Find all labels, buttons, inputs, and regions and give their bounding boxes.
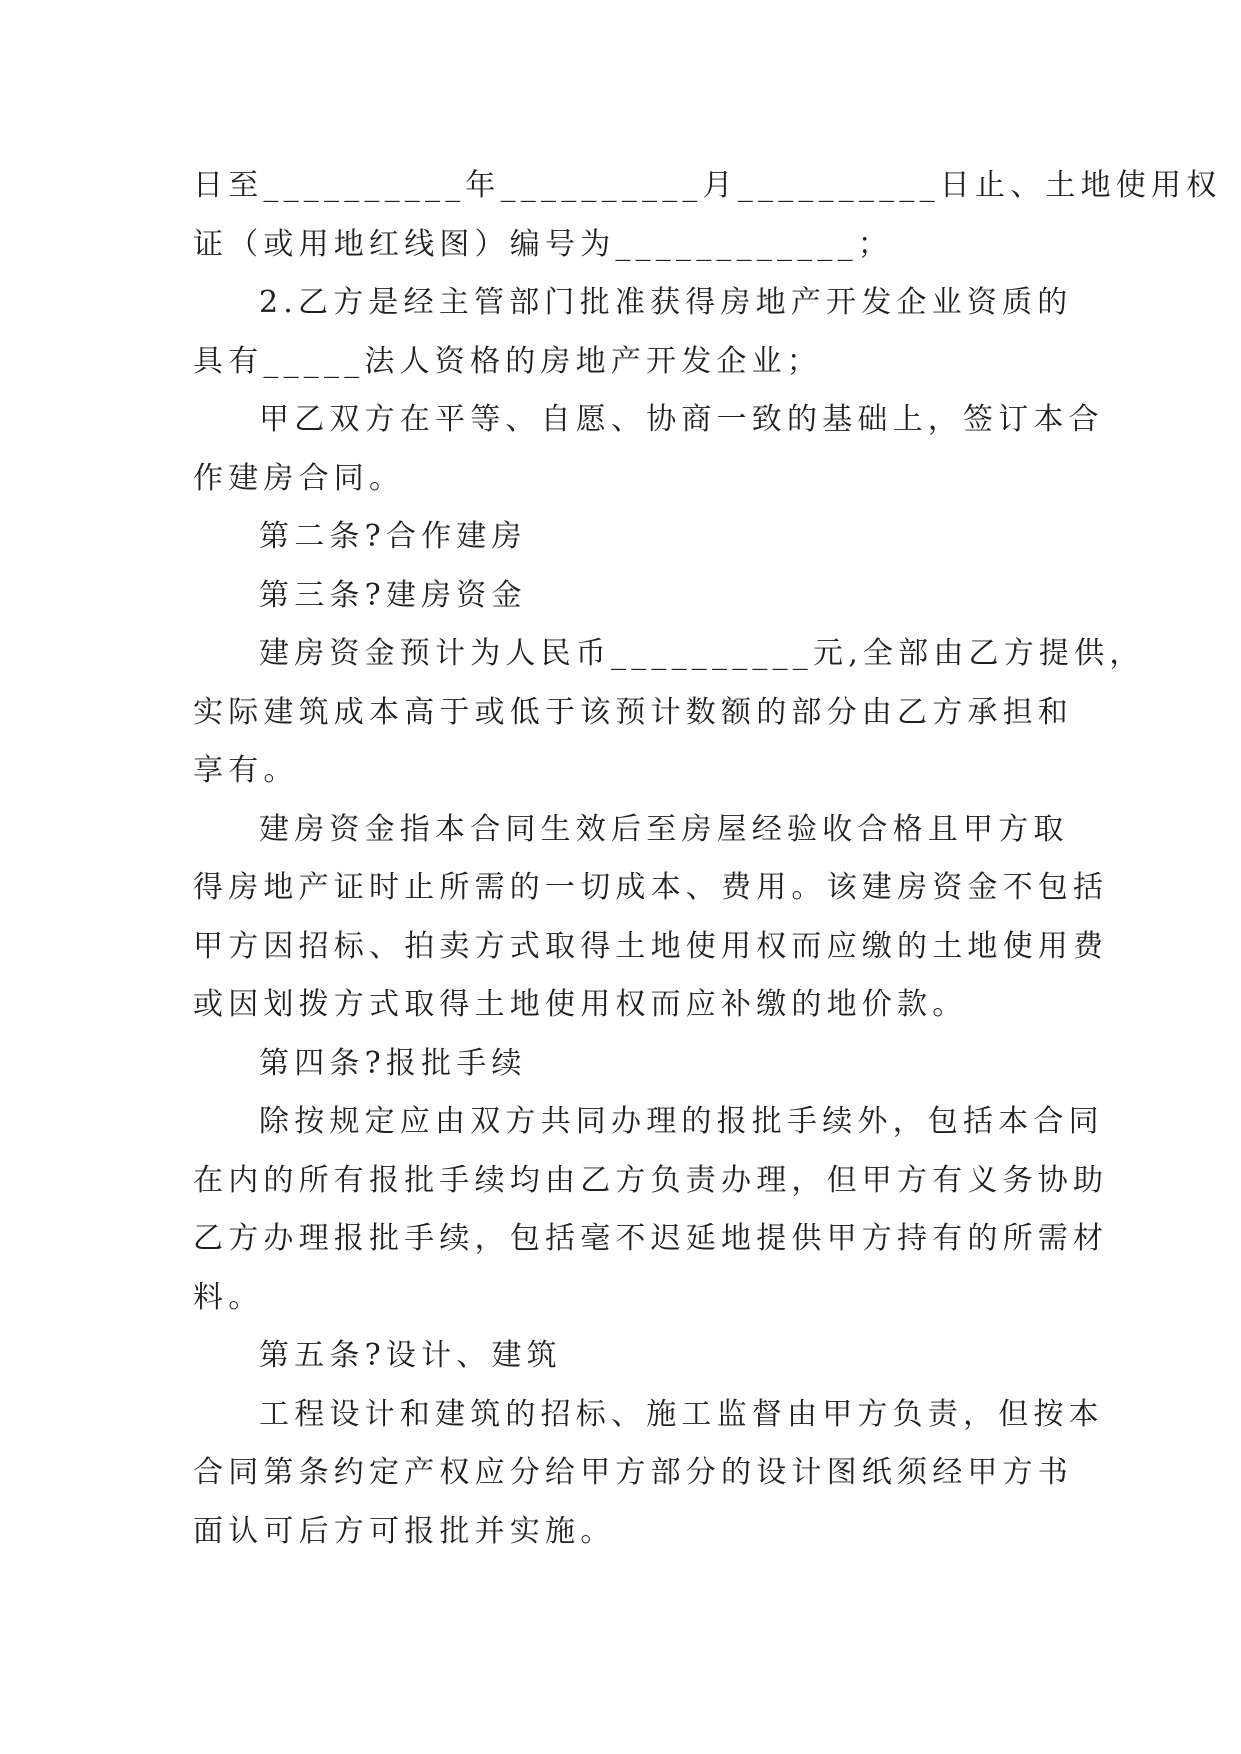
text-line: 工程设计和建筑的招标、施工监督由甲方负责，但按本: [259, 1396, 1104, 1432]
text-line: 建房资金指本合同生效后至房屋经验收合格且甲方取: [259, 811, 1069, 847]
text-line: 在内的所有报批手续均由乙方负责办理，但甲方有义务协助: [193, 1162, 1109, 1198]
text-line: 得房地产证时止所需的一切成本、费用。该建房资金不包括: [193, 870, 1109, 905]
text-line: 建房资金预计为人民币__________元,全部由乙方提供，: [259, 636, 1145, 671]
text-line: 证（或用地红线图）编号为____________；: [193, 226, 893, 262]
article-heading: 第三条?建房资金: [259, 577, 527, 613]
text-line: 或因划拨方式取得土地使用权而应补缴的地价款。: [193, 987, 968, 1022]
text-line: 具有_____法人资格的房地产开发企业；: [193, 343, 822, 379]
document-body: [193, 157, 1222, 1561]
article-heading: 第二条?合作建房: [259, 519, 527, 554]
text-line: 2.乙方是经主管部门批准获得房地产开发企业资质的: [259, 285, 1073, 320]
article-heading: 第四条?报批手续: [259, 1045, 527, 1081]
text-line: 实际建筑成本高于或低于该预计数额的部分由乙方承担和: [193, 694, 1073, 730]
text-line: 甲乙双方在平等、自愿、协商一致的基础上，签订本合: [259, 402, 1104, 437]
text-line: 享有。: [193, 753, 299, 788]
article-heading: 第五条?设计、建筑: [259, 1338, 562, 1373]
text-line: 甲方因招标、拍卖方式取得土地使用权而应缴的土地使用费: [193, 928, 1109, 964]
text-line: 乙方办理报批手续，包括毫不迟延地提供甲方持有的所需材: [193, 1221, 1109, 1256]
text-line: 除按规定应由双方共同办理的报批手续外，包括本合同: [259, 1104, 1104, 1139]
text-line: 合同第条约定产权应分给甲方部分的设计图纸须经甲方书: [193, 1455, 1073, 1490]
text-line: 日至__________年__________月__________日止、土地使用权: [193, 168, 1222, 203]
text-line: 作建房合同。: [193, 460, 405, 496]
text-line: 料。: [193, 1279, 264, 1315]
text-line: 面认可后方可报批并实施。: [193, 1513, 616, 1549]
